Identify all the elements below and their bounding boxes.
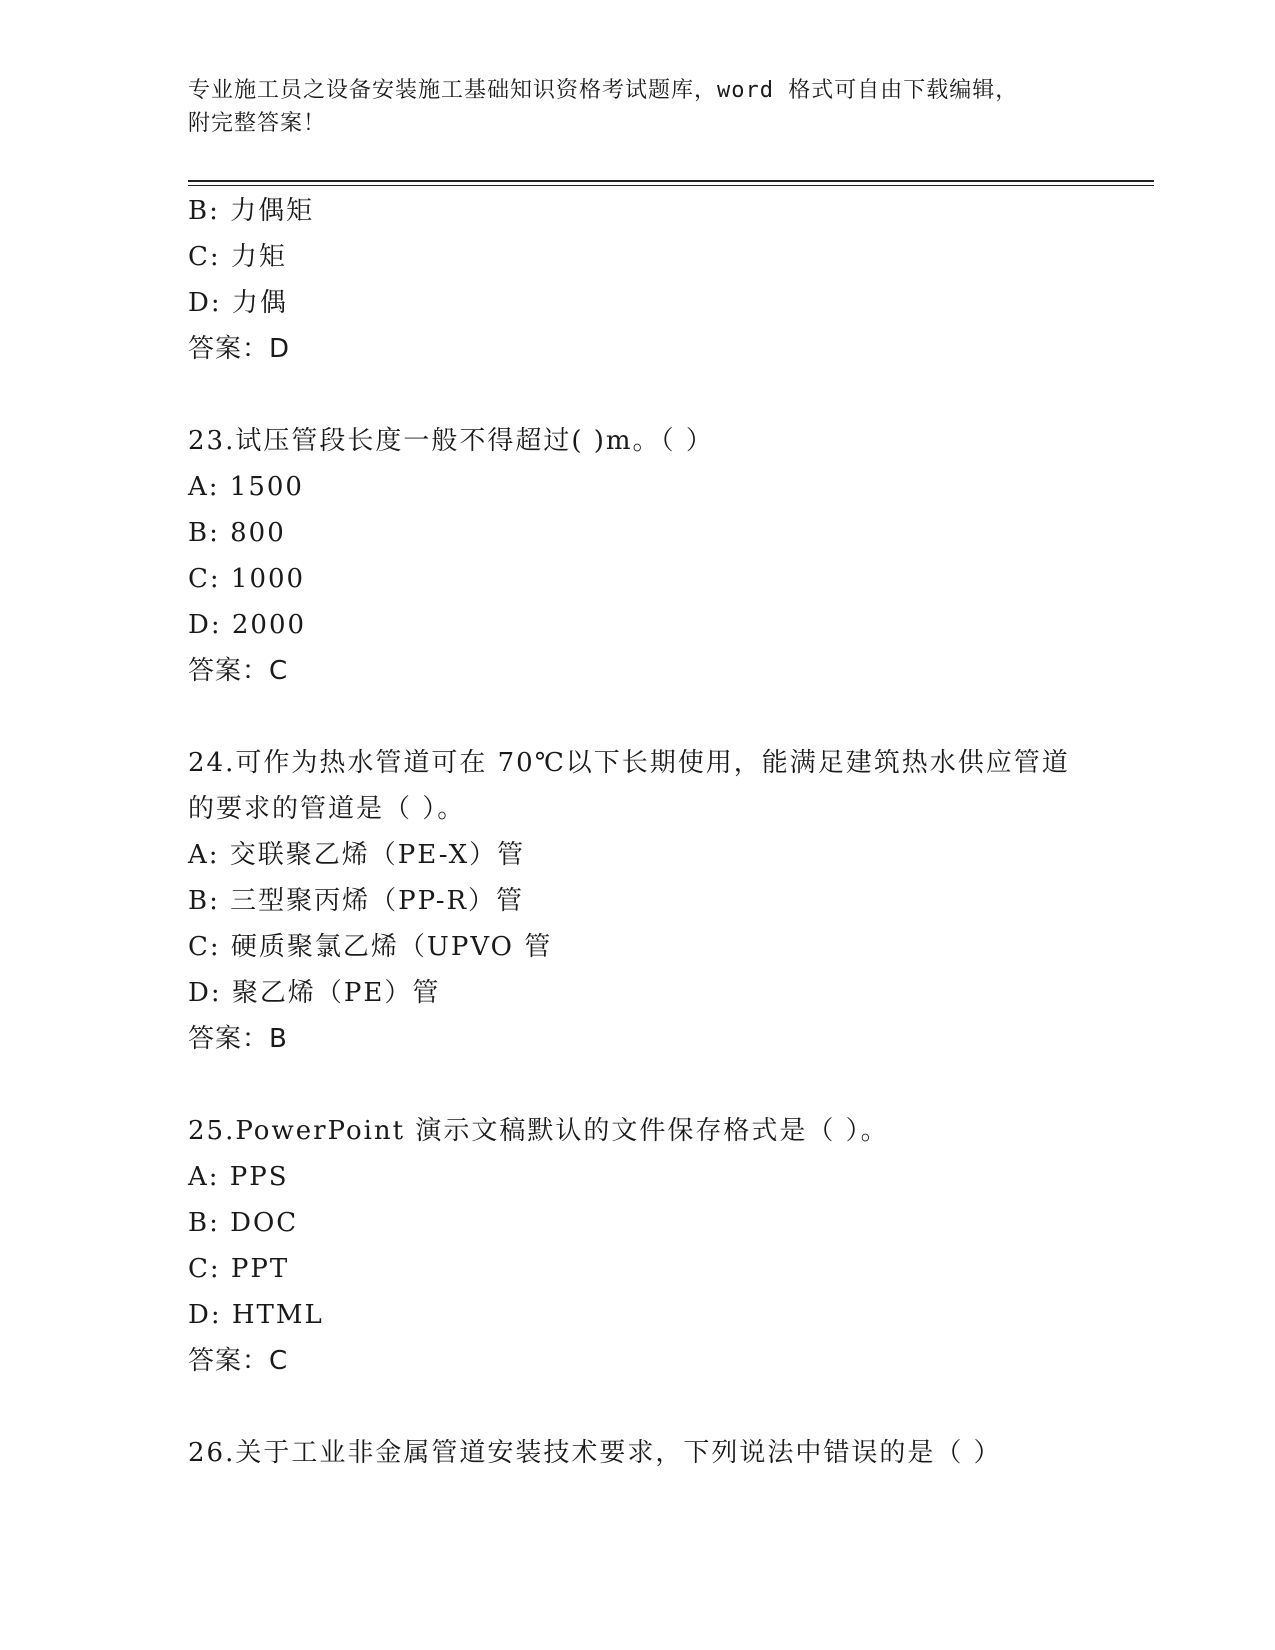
option-a: A: PPS [188,1162,289,1192]
question-22 [188,188,1088,372]
header-line-2: 附完整答案！ [188,111,327,136]
question-25 [188,1108,1088,1384]
option-d: D: 聚乙烯（PE）管 [188,978,441,1008]
spacer [188,1384,1088,1430]
question-text: 26.关于工业非金属管道安装技术要求，下列说法中错误的是（ ） [188,1438,1002,1468]
option-b: B: 力偶矩 [188,196,315,226]
option-a: A: 1500 [188,472,304,502]
header-line-1: 专业施工员之设备安装施工基础知识资格考试题库，word 格式可自由下载编辑， [188,78,1019,103]
option-b: B: DOC [188,1208,299,1238]
answer: 答案：C [188,1346,289,1376]
option-a: A: 交联聚乙烯（PE-X）管 [188,840,526,870]
question-24 [188,740,1088,1062]
question-26 [188,1430,1088,1476]
question-23 [188,418,1088,694]
option-b: B: 三型聚丙烯（PP-R）管 [188,886,525,916]
option-b: B: 800 [188,518,286,548]
question-text-line-2: 的要求的管道是（ ）。 [188,794,466,824]
answer: 答案：D [188,334,291,364]
answer: 答案：C [188,656,289,686]
option-c: C: PPT [188,1254,290,1284]
answer: 答案：B [188,1024,288,1054]
question-text: 23.试压管段长度一般不得超过( )m。（ ） [188,426,714,456]
option-c: C: 1000 [188,564,306,594]
header-divider-bottom [188,185,1154,186]
option-c: C: 硬质聚氯乙烯（UPVO 管 [188,932,553,962]
option-c: C: 力矩 [188,242,287,272]
spacer [188,372,1088,418]
header-divider-top [188,180,1154,182]
option-d: D: 2000 [188,610,307,640]
question-text-line-1: 24.可作为热水管道可在 70℃以下长期使用，能满足建筑热水供应管道 [188,748,1070,778]
question-text: 25.PowerPoint 演示文稿默认的文件保存格式是（ ）。 [188,1116,889,1146]
document-header [188,74,1068,140]
spacer [188,1062,1088,1108]
spacer [188,694,1088,740]
option-d: D: HTML [188,1300,324,1330]
question-list [188,188,1088,1476]
option-d: D: 力偶 [188,288,288,318]
